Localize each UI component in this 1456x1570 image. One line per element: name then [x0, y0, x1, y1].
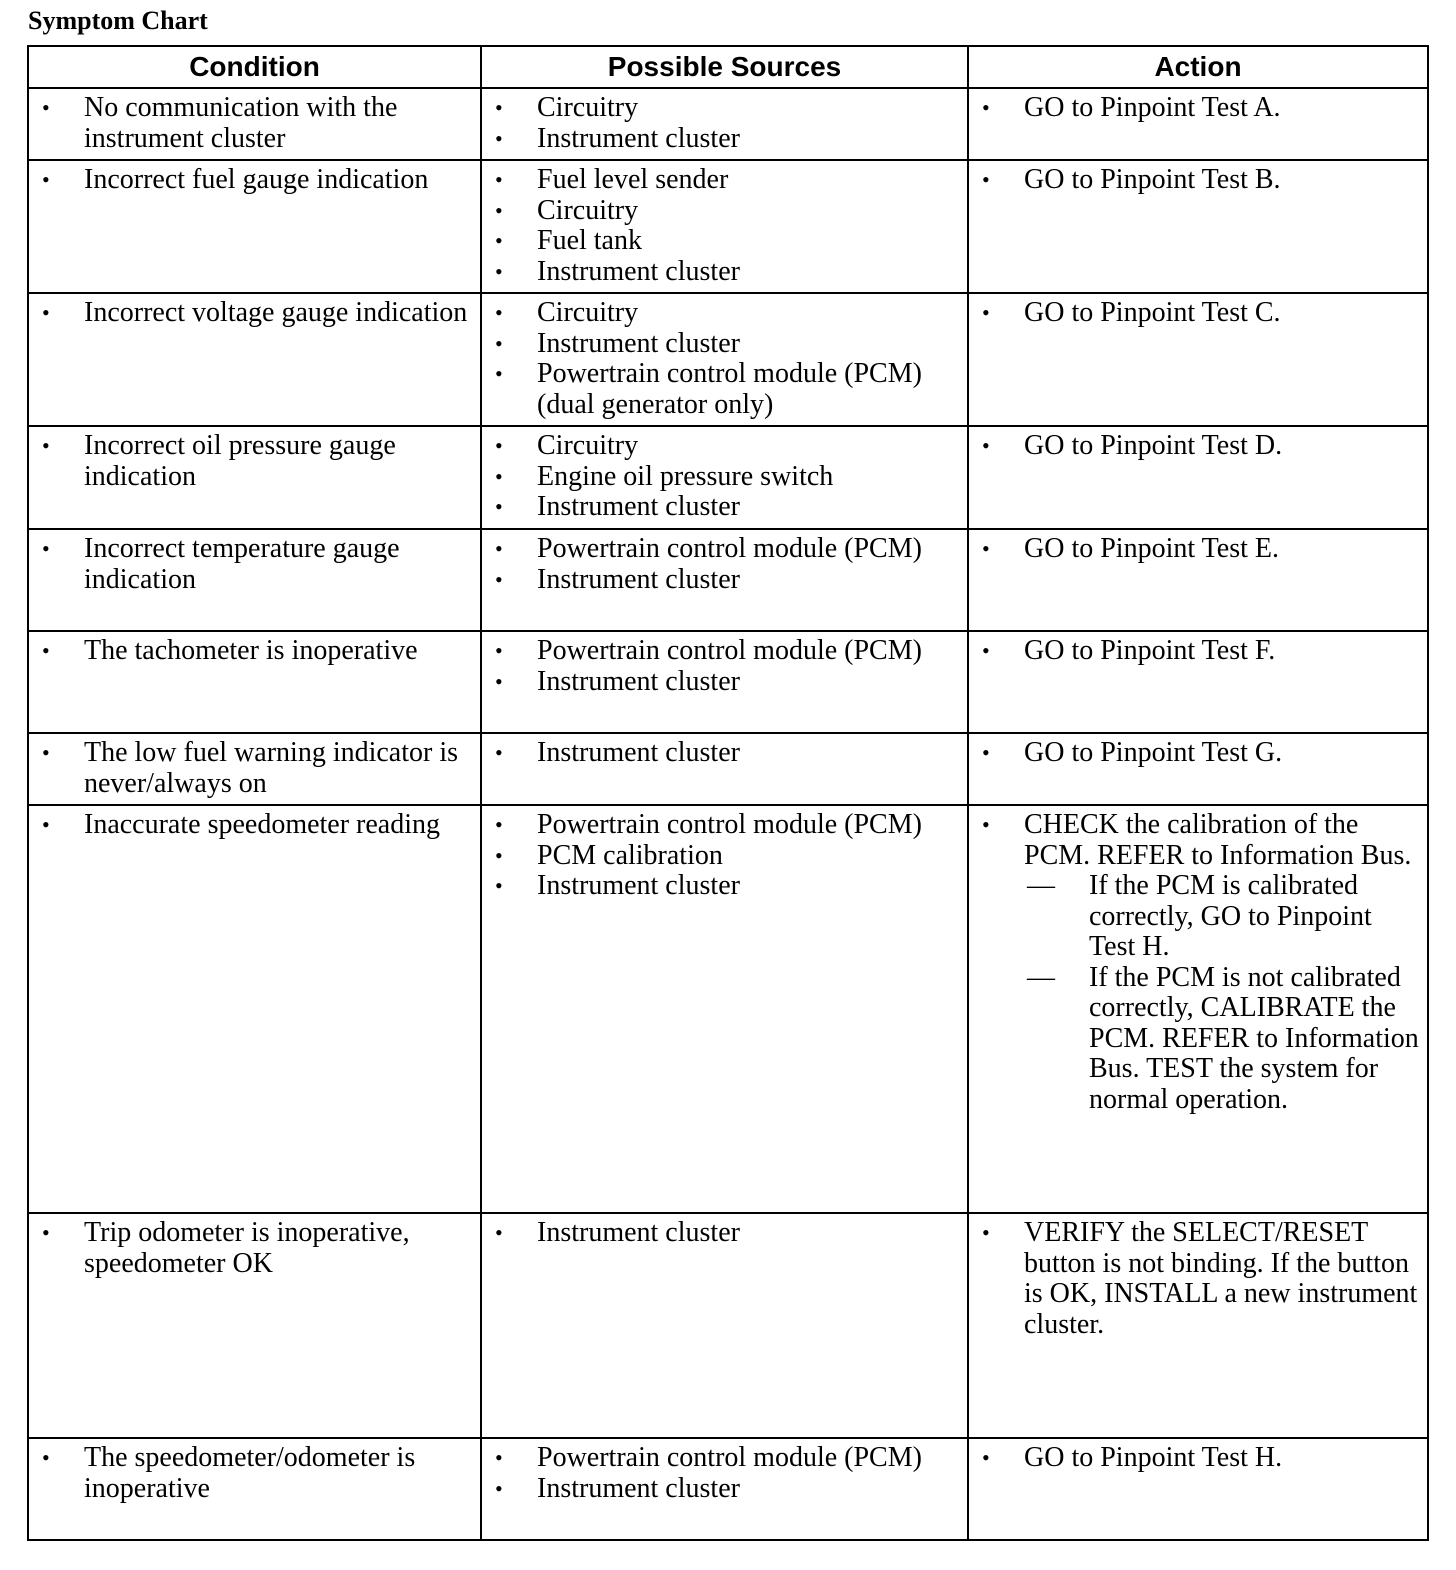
source-text: Engine oil pressure switch — [537, 460, 834, 492]
action-cell — [968, 1213, 1428, 1438]
condition-cell — [28, 426, 481, 529]
source-text: Instrument cluster — [537, 1472, 740, 1504]
condition-cell — [28, 529, 481, 631]
table-row — [28, 1213, 1428, 1438]
sub-action-item — [1024, 871, 1419, 963]
condition-cell — [28, 1213, 481, 1438]
action-text: GO to Pinpoint Test F. — [1024, 635, 1276, 666]
sub-action-item — [1024, 963, 1419, 1116]
dash-icon: — — [1027, 870, 1055, 901]
sub-action-text: If the PCM is calibrated correctly, GO to Pinpoint Test H. — [1089, 870, 1372, 962]
table-row — [28, 529, 1428, 631]
bullet-icon: • — [495, 494, 503, 519]
list-item — [482, 1474, 967, 1505]
condition-text: Incorrect oil pressure gauge indication — [84, 430, 396, 492]
list-item — [482, 841, 967, 872]
table-row — [28, 631, 1428, 733]
list-item — [482, 565, 967, 596]
table-row — [28, 293, 1428, 426]
source-text: Instrument cluster — [537, 737, 740, 768]
action-text: GO to Pinpoint Test A. — [1024, 92, 1281, 123]
action-text: CHECK the calibration of the PCM. REFER to Information Bus. — [1024, 809, 1412, 871]
list-item — [29, 810, 480, 841]
bullet-icon: • — [495, 1475, 503, 1501]
action-cell — [968, 529, 1428, 631]
action-text: GO to Pinpoint Test G. — [1024, 737, 1283, 768]
action-cell — [968, 1438, 1428, 1540]
source-text: Circuitry — [537, 92, 639, 123]
bullet-icon: • — [495, 300, 503, 325]
condition-text: Incorrect voltage gauge indication — [84, 297, 468, 328]
list-item — [969, 165, 1427, 196]
dash-icon: — — [1027, 961, 1055, 993]
action-text: GO to Pinpoint Test H. — [1024, 1442, 1283, 1473]
bullet-icon: • — [982, 95, 990, 120]
action-cell — [968, 805, 1428, 1213]
action-text: GO to Pinpoint Test C. — [1024, 297, 1281, 328]
header-row — [28, 46, 1428, 88]
list-item — [482, 492, 967, 523]
action-cell — [968, 733, 1428, 805]
bullet-icon: • — [495, 167, 503, 192]
list-item — [482, 124, 967, 155]
source-text: Instrument cluster — [537, 870, 740, 901]
condition-cell — [28, 805, 481, 1213]
condition-text: Incorrect temperature gauge indication — [84, 533, 400, 595]
bullet-icon: • — [982, 536, 990, 561]
bullet-icon: • — [42, 1445, 50, 1470]
condition-text: The low fuel warning indicator is never/always on — [84, 737, 459, 799]
condition-header: Condition — [28, 46, 481, 88]
condition-cell — [28, 293, 481, 426]
bullet-icon: • — [495, 95, 503, 120]
page-title: Symptom Chart — [28, 6, 208, 35]
action-text: GO to Pinpoint Test B. — [1024, 164, 1281, 195]
bullet-icon: • — [495, 125, 503, 151]
bullet-icon: • — [42, 812, 50, 837]
source-text: Instrument cluster — [537, 563, 740, 595]
list-item — [969, 93, 1427, 124]
list-item — [482, 226, 967, 257]
bullet-icon: • — [42, 167, 50, 192]
action-cell — [968, 631, 1428, 733]
condition-cell — [28, 1438, 481, 1540]
list-item — [29, 431, 480, 492]
condition-text: Incorrect fuel gauge indication — [84, 164, 429, 195]
list-item — [969, 431, 1427, 462]
list-item — [482, 329, 967, 360]
list-item — [482, 257, 967, 288]
bullet-icon: • — [495, 668, 503, 694]
source-text: PCM calibration — [537, 839, 723, 871]
source-text: Instrument cluster — [537, 122, 740, 154]
sources-cell — [481, 426, 968, 529]
action-cell — [968, 88, 1428, 160]
list-item — [29, 93, 480, 154]
bullet-icon: • — [42, 95, 50, 120]
list-item — [482, 534, 967, 565]
list-item — [482, 196, 967, 227]
list-item — [29, 636, 480, 667]
bullet-icon: • — [42, 536, 50, 561]
bullet-icon: • — [42, 1220, 50, 1245]
source-text: Powertrain control module (PCM) — [537, 635, 922, 666]
source-text: Circuitry — [537, 297, 639, 328]
list-item — [482, 298, 967, 329]
condition-cell — [28, 88, 481, 160]
bullet-icon: • — [495, 536, 503, 561]
sources-cell — [481, 631, 968, 733]
list-item — [482, 431, 967, 462]
action-cell — [968, 160, 1428, 293]
list-item — [969, 534, 1427, 565]
table-row — [28, 426, 1428, 529]
bullet-icon: • — [42, 740, 50, 765]
list-item — [969, 810, 1427, 1115]
source-text: Fuel tank — [537, 225, 642, 256]
list-item — [482, 810, 967, 841]
source-text: Powertrain control module (PCM) — [537, 809, 922, 840]
bullet-icon: • — [495, 463, 503, 489]
source-text: Powertrain control module (PCM) (dual generator only) — [537, 358, 922, 420]
bullet-icon: • — [982, 167, 990, 192]
bullet-icon: • — [495, 842, 503, 868]
source-text: Powertrain control module (PCM) — [537, 1442, 922, 1473]
condition-cell — [28, 733, 481, 805]
action-text: VERIFY the SELECT/RESET button is not binding. If the button is OK, INSTALL a new instrument cluster. — [1024, 1217, 1418, 1340]
source-text: Instrument cluster — [537, 665, 740, 697]
source-text: Circuitry — [537, 430, 639, 461]
bullet-icon: • — [495, 197, 503, 223]
source-text: Instrument cluster — [537, 1217, 740, 1248]
condition-cell — [28, 631, 481, 733]
sources-cell — [481, 805, 968, 1213]
sources-cell — [481, 88, 968, 160]
list-item — [482, 93, 967, 124]
sources-cell — [481, 733, 968, 805]
table-row — [28, 88, 1428, 160]
sources-cell — [481, 160, 968, 293]
list-item — [29, 298, 480, 329]
list-item — [969, 1443, 1427, 1474]
symptom-chart-table — [27, 45, 1429, 1541]
action-text: GO to Pinpoint Test D. — [1024, 430, 1283, 461]
table-row — [28, 160, 1428, 293]
bullet-icon: • — [42, 638, 50, 663]
bullet-icon: • — [982, 300, 990, 325]
bullet-icon: • — [495, 258, 503, 284]
sources-cell — [481, 1438, 968, 1540]
source-text: Powertrain control module (PCM) — [537, 533, 922, 564]
bullet-icon: • — [982, 638, 990, 663]
list-item — [482, 462, 967, 493]
list-item — [969, 636, 1427, 667]
list-item — [29, 1443, 480, 1504]
condition-text: The speedometer/odometer is inoperative — [84, 1442, 416, 1504]
bullet-icon: • — [495, 361, 503, 386]
list-item — [482, 1443, 967, 1474]
list-item — [29, 534, 480, 595]
sources-cell — [481, 529, 968, 631]
bullet-icon: • — [495, 873, 503, 898]
list-item — [29, 738, 480, 799]
list-item — [482, 871, 967, 902]
condition-text: Trip odometer is inoperative, speedometer OK — [84, 1217, 410, 1279]
bullet-icon: • — [495, 812, 503, 837]
list-item — [29, 165, 480, 196]
bullet-icon: • — [495, 1445, 503, 1470]
bullet-icon: • — [495, 638, 503, 663]
bullet-icon: • — [42, 433, 50, 458]
bullet-icon: • — [495, 330, 503, 356]
table-row — [28, 805, 1428, 1213]
bullet-icon: • — [42, 300, 50, 325]
list-item — [482, 165, 967, 196]
source-text: Instrument cluster — [537, 327, 740, 359]
list-item — [482, 359, 967, 420]
bullet-icon: • — [982, 812, 990, 837]
bullet-icon: • — [982, 433, 990, 458]
bullet-icon: • — [495, 1220, 503, 1245]
table-row — [28, 1438, 1428, 1540]
action-cell — [968, 293, 1428, 426]
sub-action-text: If the PCM is not calibrated correctly, CALIBRATE the PCM. REFER to Information Bus. TEST the system for normal operation. — [1089, 961, 1419, 1115]
source-text: Fuel level sender — [537, 164, 729, 195]
source-text: Instrument cluster — [537, 491, 740, 522]
bullet-icon: • — [982, 740, 990, 765]
action-cell — [968, 426, 1428, 529]
bullet-icon: • — [982, 1220, 990, 1245]
condition-text: No communication with the instrument cluster — [84, 92, 398, 154]
bullet-icon: • — [495, 228, 503, 253]
possible-sources-header: Possible Sources — [481, 46, 968, 88]
table-row — [28, 733, 1428, 805]
list-item — [482, 738, 967, 769]
bullet-icon: • — [982, 1445, 990, 1470]
sources-cell — [481, 293, 968, 426]
bullet-icon: • — [495, 566, 503, 592]
list-item — [482, 1218, 967, 1249]
action-header: Action — [968, 46, 1428, 88]
list-item — [969, 298, 1427, 329]
source-text: Instrument cluster — [537, 255, 740, 287]
bullet-icon: • — [495, 740, 503, 765]
list-item — [969, 1218, 1427, 1340]
list-item — [482, 636, 967, 667]
condition-text: The tachometer is inoperative — [84, 635, 418, 666]
source-text: Circuitry — [537, 194, 639, 226]
list-item — [29, 1218, 480, 1279]
bullet-icon: • — [495, 433, 503, 458]
condition-cell — [28, 160, 481, 293]
action-text: GO to Pinpoint Test E. — [1024, 533, 1279, 564]
sources-cell — [481, 1213, 968, 1438]
condition-text: Inaccurate speedometer reading — [84, 809, 441, 840]
list-item — [969, 738, 1427, 769]
list-item — [482, 667, 967, 698]
